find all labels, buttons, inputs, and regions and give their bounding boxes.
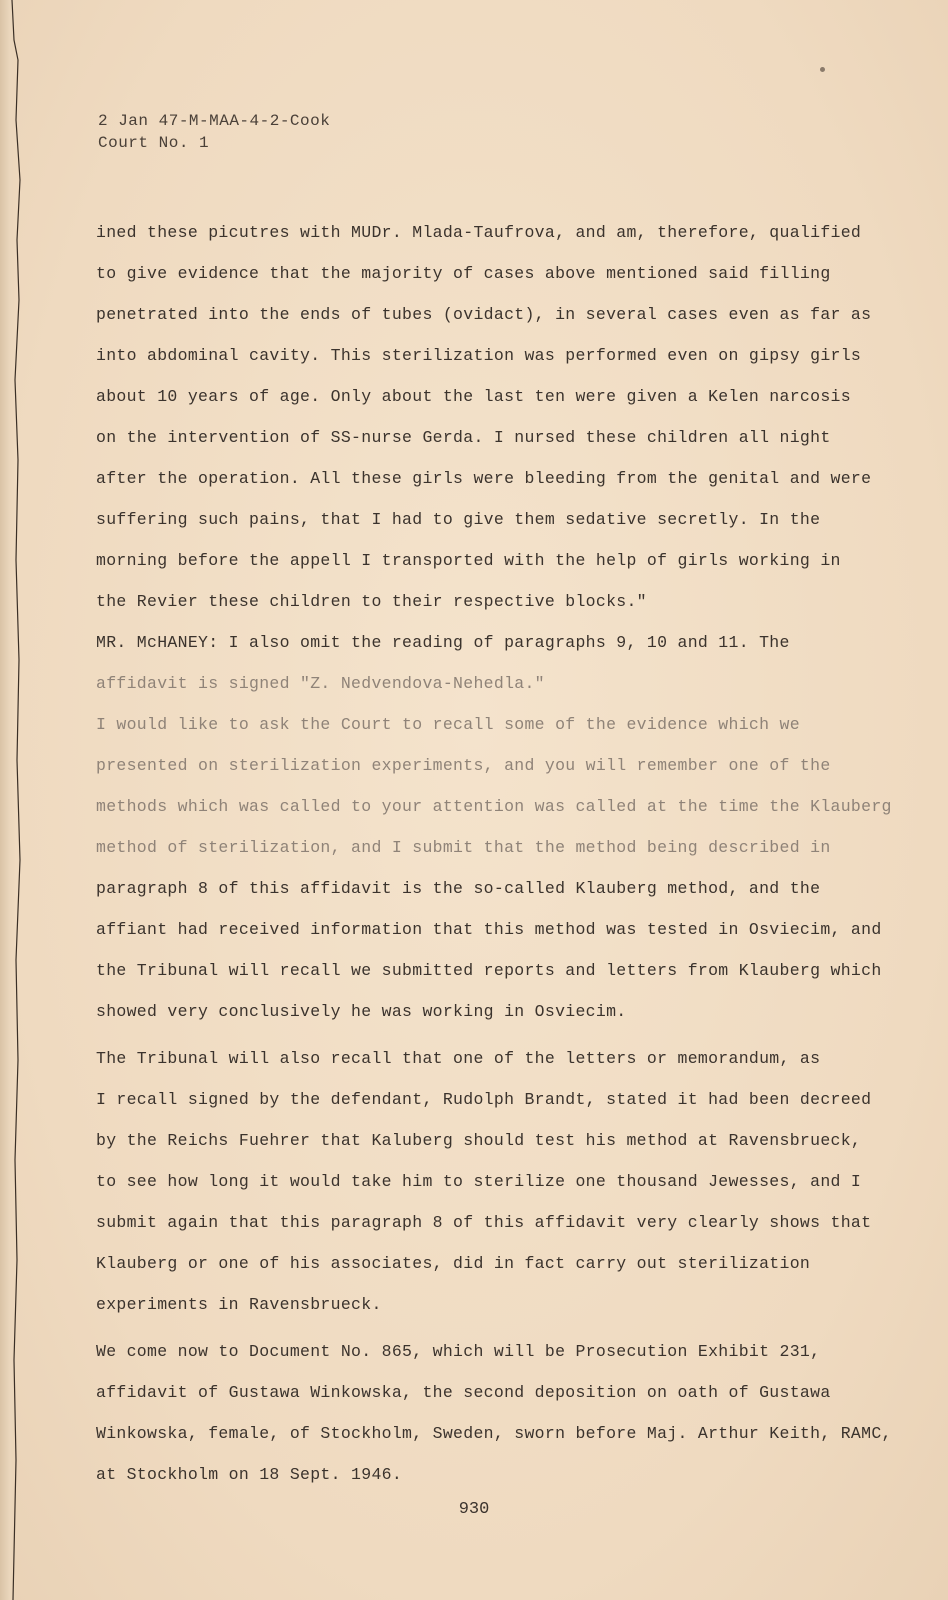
text-line: The Tribunal will also recall that one of the letters or memorandum, as: [96, 1049, 821, 1068]
text-line: methods which was called to your attention was called at the time the Klauberg: [96, 797, 892, 816]
text-line: We come now to Document No. 865, which will be Prosecution Exhibit 231,: [96, 1342, 821, 1361]
page-number: 930: [458, 1500, 490, 1519]
text-line: to see how long it would take him to sterilize one thousand Jewesses, and I: [96, 1172, 862, 1191]
text-line: ined these picutres with MUDr. Mlada-Taufrova, and am, therefore, qualified: [96, 223, 862, 242]
text-line: showed very conclusively he was working in Osviecim.: [96, 1002, 627, 1021]
text-line: paragraph 8 of this affidavit is the so-called Klauberg method, and the: [96, 879, 821, 898]
text-line: I would like to ask the Court to recall some of the evidence which we: [96, 715, 800, 734]
text-line: by the Reichs Fuehrer that Kaluberg should test his method at Ravensbrueck,: [96, 1131, 862, 1150]
text-line: into abdominal cavity. This sterilization was performed even on gipsy girls: [96, 346, 862, 365]
ink-speck: [820, 67, 825, 72]
header-court: Court No. 1: [98, 134, 210, 152]
text-line: experiments in Ravensbrueck.: [96, 1295, 382, 1314]
text-line: Winkowska, female, of Stockholm, Sweden, sworn before Maj. Arthur Keith, RAMC,: [96, 1424, 892, 1443]
torn-edge-line: [0, 0, 30, 1600]
text-line: penetrated into the ends of tubes (ovidact), in several cases even as far as: [96, 305, 872, 324]
text-line: suffering such pains, that I had to give them sedative secretly. In the: [96, 510, 821, 529]
text-line: after the operation. All these girls were bleeding from the genital and were: [96, 469, 872, 488]
text-line: MR. McHANEY: I also omit the reading of paragraphs 9, 10 and 11. The: [96, 633, 790, 652]
text-line: submit again that this paragraph 8 of this affidavit very clearly shows that: [96, 1213, 872, 1232]
text-line: on the intervention of SS-nurse Gerda. I nursed these children all night: [96, 428, 831, 447]
text-line: affidavit of Gustawa Winkowska, the second deposition on oath of Gustawa: [96, 1383, 831, 1402]
text-line: affidavit is signed "Z. Nedvendova-Nehedla.": [96, 674, 545, 693]
header-reference: 2 Jan 47-M-MAA-4-2-Cook: [98, 112, 331, 130]
text-line: Klauberg or one of his associates, did in fact carry out sterilization: [96, 1254, 811, 1273]
text-line: morning before the appell I transported with the help of girls working in: [96, 551, 841, 570]
text-line: at Stockholm on 18 Sept. 1946.: [96, 1465, 403, 1484]
text-line: presented on sterilization experiments, and you will remember one of the: [96, 756, 831, 775]
text-line: affiant had received information that this method was tested in Osviecim, and: [96, 920, 882, 939]
text-line: the Tribunal will recall we submitted reports and letters from Klauberg which: [96, 961, 882, 980]
text-line: the Revier these children to their respective blocks.": [96, 592, 647, 611]
text-line: to give evidence that the majority of cases above mentioned said filling: [96, 264, 831, 283]
text-line: method of sterilization, and I submit that the method being described in: [96, 838, 831, 857]
text-line: about 10 years of age. Only about the last ten were given a Kelen narcosis: [96, 387, 851, 406]
text-line: I recall signed by the defendant, Rudolph Brandt, stated it had been decreed: [96, 1090, 872, 1109]
transcript-body: [96, 212, 896, 1495]
document-header: [98, 110, 330, 154]
